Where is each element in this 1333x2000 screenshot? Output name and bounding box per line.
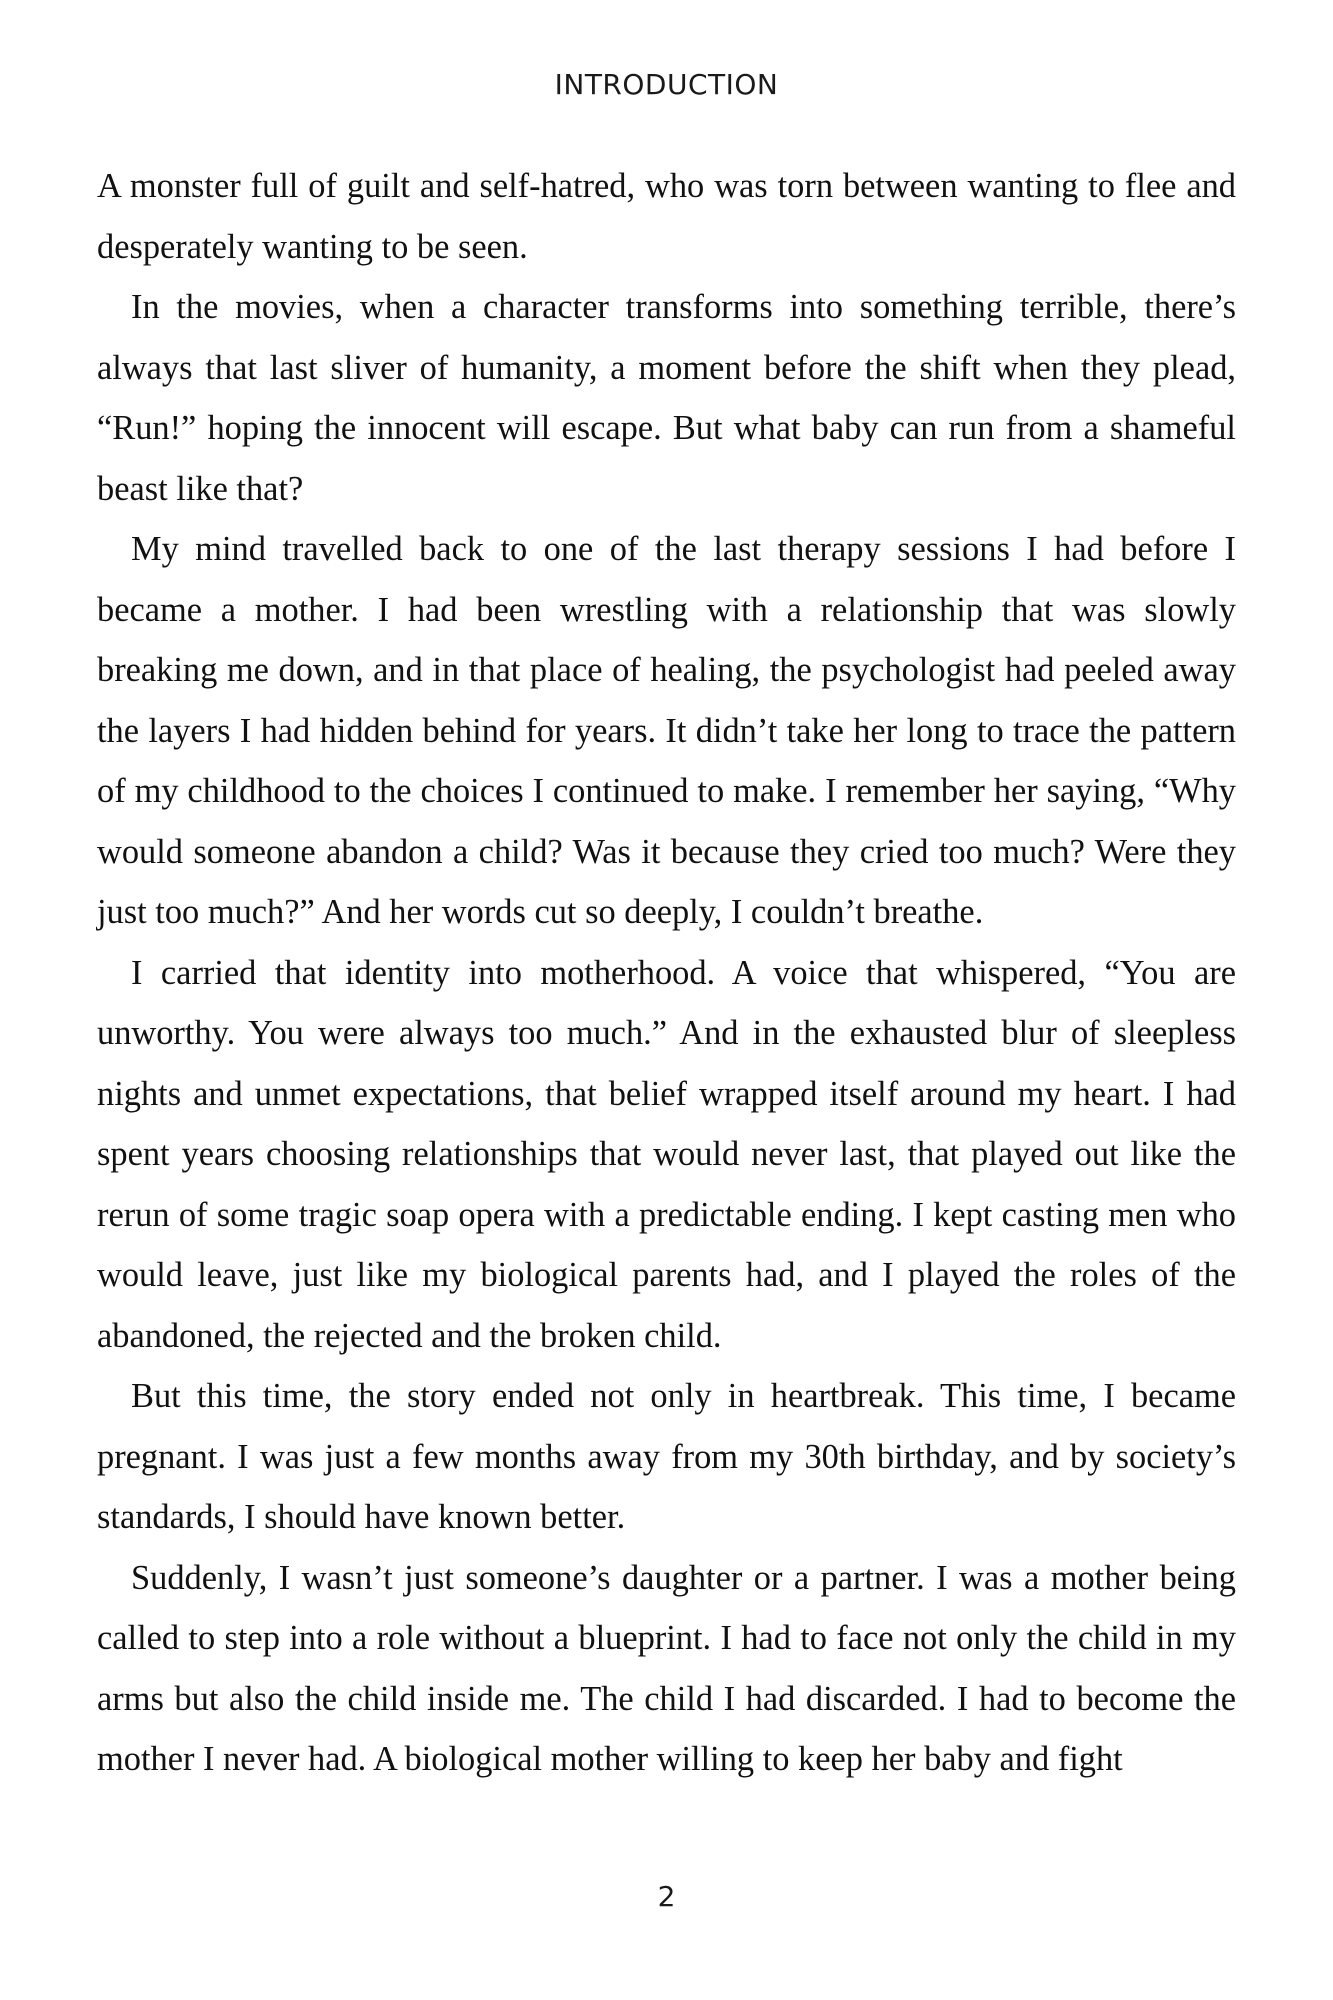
paragraph: I carried that identity into motherhood. A voice that whispered, “You are unworthy. You were always too much.” And in the exhausted blur of sleepless nights and unmet expectations, that belief wrapped itself around my heart. I had spent years choosing relationships that would never last, that played out like the rerun of some tragic soap opera with a predictable ending. I kept casting men who would leave, just like my biological parents had, and I played the roles of the abandoned, the rejected and the broken child.: [97, 953, 1236, 1355]
paragraph: A monster full of guilt and self-hatred, who was torn between wanting to flee and desperately wanting to be seen.: [97, 167, 1236, 266]
paragraph: In the movies, when a character transforms into something terrible, there’s always that last sliver of humanity, a moment before the shift when they plead, “Run!” hoping the innocent will escape. But what baby can run from a shameful beast like that?: [97, 288, 1236, 508]
paragraph: Suddenly, I wasn’t just someone’s daughter or a partner. I was a mother being called to step into a role without a blueprint. I had to face not only the child in my arms but also the child inside me. The child I had discarded. I had to become the mother I never had. A biological mother willing to keep her baby and fight: [97, 1558, 1236, 1778]
running-head: INTRODUCTION: [554, 68, 779, 101]
page-number: 2: [657, 1880, 676, 1913]
paragraph: My mind travelled back to one of the last therapy sessions I had before I became a mother. I had been wrestling with a relationship that was slowly breaking me down, and in that place of healing, the psychologist had peeled away the layers I had hidden behind for years. It didn’t take her long to trace the pattern of my childhood to the choices I continued to make. I remember her saying, “Why would someone abandon a child? Was it because they cried too much? Were they just too much?” And her words cut so deeply, I couldn’t breathe.: [97, 530, 1236, 931]
body-text: [97, 156, 1236, 1790]
paragraph: But this time, the story ended not only in heartbreak. This time, I became pregnant. I was just a few months away from my 30th birthday, and by society’s standards, I should have known better.: [97, 1377, 1236, 1536]
